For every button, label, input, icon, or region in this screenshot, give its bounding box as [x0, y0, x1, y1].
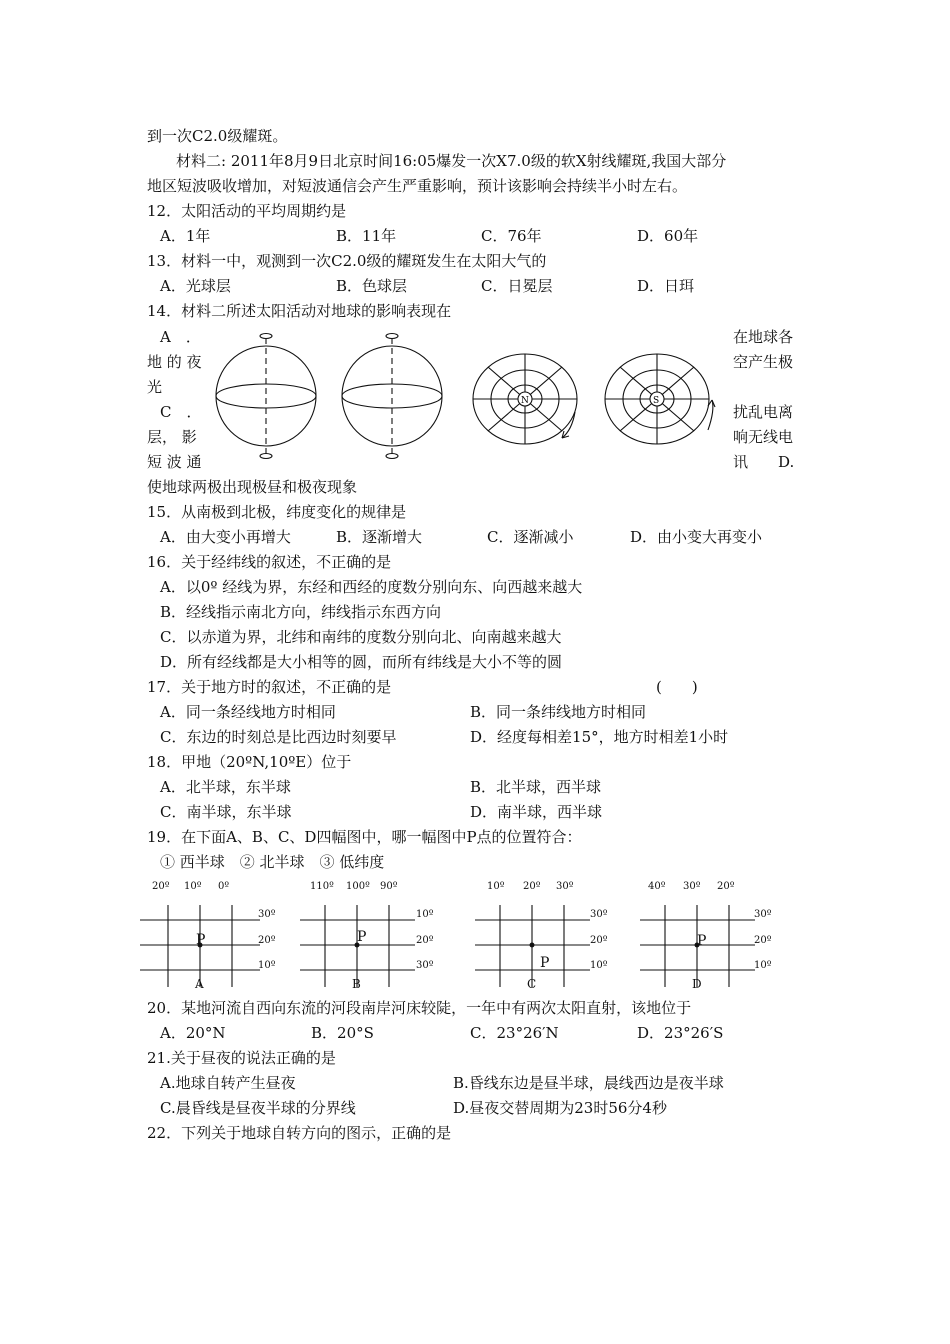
q14-left-3: 光 [147, 378, 163, 396]
q15-option-c: C．逐渐减小 [487, 528, 574, 546]
svg-text:20º: 20º [717, 881, 735, 892]
q21-option-b: B.昏线东边是昼半球，晨线西边是夜半球 [453, 1074, 724, 1092]
q14-right-4: 响无线电 [733, 428, 794, 446]
svg-text:0º: 0º [218, 881, 230, 892]
q21-option-c: C.晨昏线是昼夜半球的分界线 [160, 1099, 356, 1117]
q18-option-b: B．北半球，西半球 [470, 778, 602, 796]
svg-text:110º: 110º [310, 881, 334, 892]
q14-left-5: 层， 影 [147, 428, 197, 446]
q12-option-c: C．76年 [481, 227, 542, 245]
q13-stem: 13．材料一中，观测到一次C2.0级的耀斑发生在太阳大气的 [147, 252, 547, 270]
svg-text:30º: 30º [258, 909, 276, 920]
q17-option-d: D．经度每相差15°，地方时相差1小时 [470, 728, 729, 746]
q16-option-d: D．所有经线都是大小相等的圆，而所有纬线是大小不等的圆 [160, 653, 563, 671]
q16-option-c: C．以赤道为界，北纬和南纬的度数分别向北、向南越来越大 [160, 628, 562, 646]
svg-text:20º: 20º [258, 935, 276, 946]
svg-text:30º: 30º [683, 881, 701, 892]
q20-option-c: C．23°26′N [470, 1024, 559, 1042]
q20-option-a: A．20°N [160, 1024, 226, 1042]
svg-text:S: S [653, 396, 660, 406]
svg-text:30º: 30º [556, 881, 574, 892]
svg-text:P: P [697, 933, 707, 949]
q22-stem: 22．下列关于地球自转方向的图示，正确的是 [147, 1124, 452, 1142]
q14-stem: 14．材料二所述太阳活动对地球的影响表现在 [147, 302, 452, 320]
q17-answer-paren: ( ) [656, 678, 698, 696]
svg-text:10º: 10º [416, 909, 434, 920]
rotation-globes-figure [210, 330, 730, 470]
q15-option-d: D．由小变大再变小 [630, 528, 763, 546]
q18-option-d: D．南半球，西半球 [470, 803, 603, 821]
q15-option-a: A．由大变小再增大 [160, 528, 291, 546]
q13-option-d: D．日珥 [637, 277, 695, 295]
latlong-grids-figure [140, 875, 790, 995]
svg-text:40º: 40º [648, 881, 666, 892]
q16-stem: 16．关于经纬线的叙述，不正确的是 [147, 553, 392, 571]
q12-option-b: B．11年 [336, 227, 397, 245]
q18-option-c: C．南半球，东半球 [160, 803, 292, 821]
q15-option-b: B．逐渐增大 [336, 528, 423, 546]
svg-text:90º: 90º [380, 881, 398, 892]
q13-option-c: C．日冕层 [481, 277, 553, 295]
q16-option-a: A．以0º 经线为界，东经和西经的度数分别向东、向西越来越大 [160, 578, 583, 596]
q14-left-2: 地 的 夜 [147, 353, 202, 371]
svg-text:D: D [692, 977, 702, 991]
q17-option-c: C．东边的时刻总是比西边时刻要早 [160, 728, 397, 746]
q14-right-2: 空产生极 [733, 353, 794, 371]
material-line-2: 材料二: 2011年8月9日北京时间16:05爆发一次X7.0级的软X射线耀斑,我国大部分 [176, 152, 727, 170]
svg-text:P: P [357, 929, 367, 945]
q17-option-b: B．同一条纬线地方时相同 [470, 703, 647, 721]
q14-left-4: C ． [160, 403, 202, 421]
svg-text:10º: 10º [487, 881, 505, 892]
svg-text:P: P [540, 955, 550, 971]
q14-left-6: 短 波 通 [147, 453, 202, 471]
svg-text:A: A [195, 977, 204, 991]
q17-option-a: A．同一条经线地方时相同 [160, 703, 336, 721]
q21-stem: 21.关于昼夜的说法正确的是 [147, 1049, 336, 1067]
material-line-3: 地区短波吸收增加，对短波通信会产生严重影响，预计该影响会持续半小时左右。 [147, 177, 688, 195]
q14-right-3: 扰乱电离 [733, 403, 794, 421]
material-line-1: 到一次C2.0级耀斑。 [147, 127, 288, 145]
q12-option-d: D．60年 [637, 227, 699, 245]
svg-text:20º: 20º [754, 935, 772, 946]
svg-text:10º: 10º [754, 960, 772, 971]
q18-stem: 18．甲地（20ºN,10ºE）位于 [147, 753, 352, 771]
q14-right-1: 在地球各 [733, 328, 794, 346]
svg-text:N: N [521, 396, 529, 406]
svg-text:30º: 30º [590, 909, 608, 920]
svg-text:P: P [196, 932, 206, 948]
svg-text:20º: 20º [590, 935, 608, 946]
q20-stem: 20．某地河流自西向东流的河段南岸河床较陡，一年中有两次太阳直射，该地位于 [147, 999, 692, 1017]
q14-right-5: 讯 D. [733, 453, 795, 471]
q21-option-d: D.昼夜交替周期为23时56分4秒 [453, 1099, 667, 1117]
q14-left-1: A ． [160, 328, 201, 346]
svg-text:C: C [527, 977, 537, 991]
polar-view-south-icon [605, 354, 715, 444]
q12-stem: 12．太阳活动的平均周期约是 [147, 202, 347, 220]
svg-text:20º: 20º [416, 935, 434, 946]
svg-text:B: B [352, 977, 361, 991]
svg-text:30º: 30º [754, 909, 772, 920]
q21-option-a: A.地球自转产生昼夜 [160, 1074, 296, 1092]
svg-text:20º: 20º [523, 881, 541, 892]
svg-text:10º: 10º [184, 881, 202, 892]
q20-option-d: D．23°26′S [637, 1024, 724, 1042]
q14-last-line: 使地球两极出现极昼和极夜现象 [147, 478, 358, 496]
svg-text:30º: 30º [416, 960, 434, 971]
q12-option-a: A．1年 [160, 227, 211, 245]
q18-option-a: A．北半球，东半球 [160, 778, 291, 796]
q13-option-b: B．色球层 [336, 277, 408, 295]
q13-option-a: A．光球层 [160, 277, 231, 295]
q19-stem: 19．在下面A、B、C、D四幅图中，哪一幅图中P点的位置符合： [147, 828, 582, 846]
q15-stem: 15．从南极到北极，纬度变化的规律是 [147, 503, 407, 521]
svg-text:20º: 20º [152, 881, 170, 892]
q16-option-b: B．经线指示南北方向，纬线指示东西方向 [160, 603, 442, 621]
q17-stem: 17．关于地方时的叙述，不正确的是 [147, 678, 392, 696]
svg-text:10º: 10º [590, 960, 608, 971]
q20-option-b: B．20°S [311, 1024, 374, 1042]
svg-text:10º: 10º [258, 960, 276, 971]
q19-conditions: ① 西半球 ② 北半球 ③ 低纬度 [160, 853, 385, 871]
svg-text:100º: 100º [346, 881, 370, 892]
globe-b-icon [342, 334, 442, 459]
globe-a-icon [216, 334, 316, 459]
